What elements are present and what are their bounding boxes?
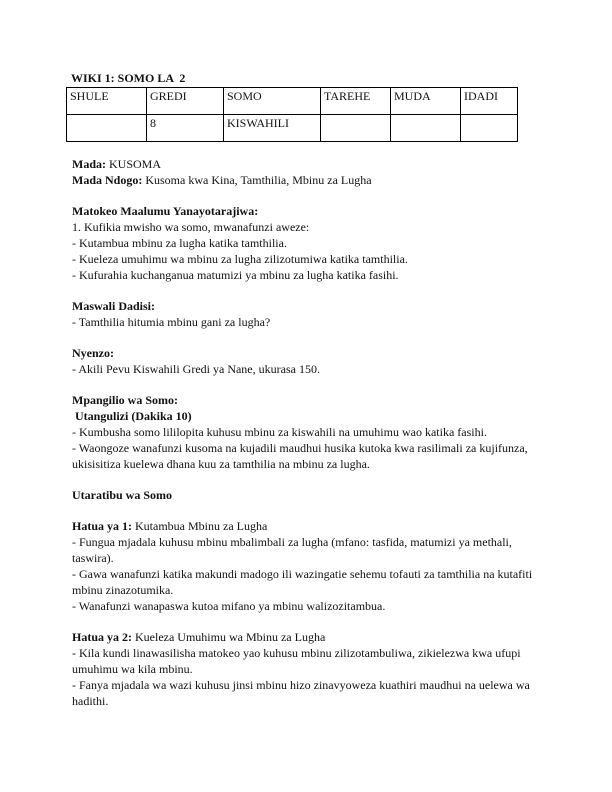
outcome-item: - Kutambua mbinu za lugha katika tamthilia. (72, 236, 287, 250)
step-item: - Kila kundi linawasilisha matokeo yao kuhusu mbinu zilizotambuliwa, zikielezwa kwa ufupi umuhimu wa kila mbinu. (72, 646, 521, 676)
lesson-plan-section (72, 392, 534, 472)
topic-section (72, 156, 534, 188)
outcomes-heading: Matokeo Maalumu Yanayotarajiwa: (72, 204, 259, 218)
step-item: - Fanya mjadala wa wazi kuhusu jinsi mbinu hizo zinavyoweza kuathiri maudhui na uelewa wa hadithi. (72, 678, 530, 708)
plan-item: - Waongoze wanafunzi kusoma na kujadili maudhui husika kutoka kwa rasilimali za kujifunza, ukisisitiza kuelewa dhana kuu za tamthilia na mbinu za lugha. (72, 441, 528, 471)
step-2-value: Kueleza Umuhimu wa Mbinu za Lugha (132, 630, 326, 644)
resource-item: - Akili Pevu Kiswahili Gredi ya Nane, ukurasa 150. (72, 362, 320, 376)
step-2-section (72, 629, 534, 709)
resources-section (72, 345, 534, 377)
mada-ndogo-label: Mada Ndogo: (72, 173, 143, 187)
mada-label: Mada: (72, 157, 106, 171)
questions-heading: Maswali Dadisi: (72, 299, 156, 313)
outcomes-section (72, 203, 534, 283)
step-1-label: Hatua ya 1: (72, 519, 132, 533)
header-tarehe: TAREHE (321, 88, 391, 115)
step-2-title (72, 629, 534, 645)
step-2-label: Hatua ya 2: (72, 630, 132, 644)
lesson-title: WIKI 1: SOMO LA 2 (71, 71, 186, 85)
lesson-plan-heading: Mpangilio wa Somo: (72, 393, 179, 407)
procedure-section (72, 487, 534, 503)
mada-value: KUSOMA (106, 157, 162, 171)
table-row (67, 115, 518, 142)
cell-muda (391, 115, 461, 142)
outcome-item: - Kueleza umuhimu wa mbinu za lugha zilizotumiwa katika tamthilia. (72, 252, 408, 266)
outcome-item: - Kufurahia kuchanganua matumizi ya mbinu za lugha katika fasihi. (72, 268, 399, 282)
questions-section (72, 298, 534, 330)
cell-shule (67, 115, 147, 142)
outcome-item: 1. Kufikia mwisho wa somo, mwanafunzi aweze: (72, 220, 310, 234)
header-shule: SHULE (67, 88, 147, 115)
header-muda: MUDA (391, 88, 461, 115)
header-somo: SOMO (224, 88, 321, 115)
step-1-section (72, 518, 534, 614)
step-1-value: Kutambua Mbinu za Lugha (132, 519, 268, 533)
mada-ndogo-value: Kusoma kwa Kina, Tamthilia, Mbinu za Lugha (142, 173, 372, 187)
mada-ndogo-line (72, 172, 534, 188)
cell-somo: KISWAHILI (224, 115, 321, 142)
mada-line (72, 156, 534, 172)
step-item: - Wanafunzi wanapaswa kutoa mifano ya mbinu walizozitambua. (72, 599, 386, 613)
cell-tarehe (321, 115, 391, 142)
step-item: - Fungua mjadala kuhusu mbinu mbalimbali za lugha (mfano: tasfida, matumizi ya methali, taswira). (72, 535, 512, 565)
introduction-heading: Utangulizi (Dakika 10) (72, 409, 192, 423)
step-1-title (72, 518, 534, 534)
table-header-row (67, 88, 518, 115)
lesson-info-table (66, 87, 518, 142)
resources-heading: Nyenzo: (72, 346, 114, 360)
step-item: - Gawa wanafunzi katika makundi madogo ili wazingatie sehemu tofauti za tamthilia na kutafiti mbinu zinazotumika. (72, 567, 533, 597)
header-gredi: GREDI (147, 88, 224, 115)
cell-idadi (461, 115, 518, 142)
cell-gredi: 8 (147, 115, 224, 142)
plan-item: - Kumbusha somo lililopita kuhusu mbinu za kiswahili na umuhimu wao katika fasihi. (72, 425, 487, 439)
header-idadi: IDADI (461, 88, 518, 115)
document-page (72, 70, 534, 724)
procedure-heading: Utaratibu wa Somo (72, 488, 173, 502)
question-item: - Tamthilia hitumia mbinu gani za lugha? (72, 315, 271, 329)
